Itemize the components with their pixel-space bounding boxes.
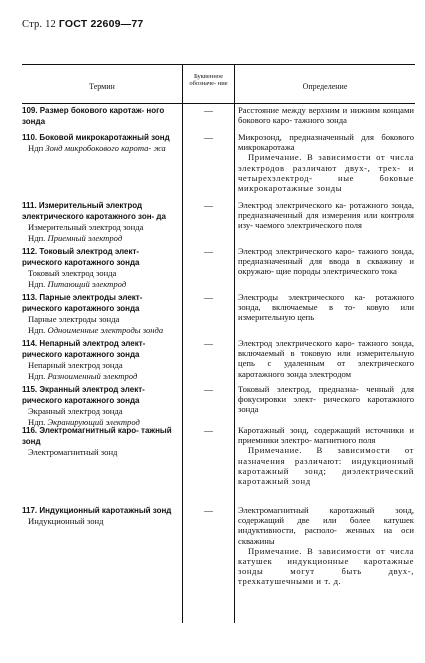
term-not-allowed <box>22 233 180 243</box>
definition-text: Каротажный зонд, содержащий источники и приемники электро- магнитного поля <box>238 425 414 446</box>
term-synonym: Индукционный зонд <box>28 516 104 527</box>
definition-text: Электрод электрического каро- тажного зонда, включаемый в токовую или измерительную цепь с удаленным от электрического каротажного зонда электродом <box>238 338 414 379</box>
column-header-definition: Определение <box>302 82 348 91</box>
ndp-text: Одноименные электроды зонда <box>47 324 164 335</box>
definition-text: Микрозонд, предназначенный для бокового микрокаротажа <box>238 132 414 153</box>
code-cell: — <box>204 339 213 349</box>
column-header-code: Буквенное обозначе- ние <box>189 73 228 87</box>
column-divider-2 <box>234 64 235 623</box>
definition-cell <box>238 105 414 125</box>
term-not-allowed <box>22 143 180 153</box>
gost-number: ГОСТ 22609—77 <box>58 18 144 30</box>
definition-cell <box>238 200 414 231</box>
code-cell: — <box>204 506 213 516</box>
ndp-text: Зонд микробокового карота- жа <box>45 143 166 154</box>
code-cell: — <box>204 426 213 436</box>
ndp-label: Ндп <box>28 143 46 154</box>
ndp-text: Разноименный электрод <box>47 370 138 381</box>
term-not-allowed <box>22 325 180 335</box>
term-synonym: Токовый электрод зонда <box>28 268 117 279</box>
term-cell <box>22 505 180 526</box>
ndp-label: Ндп. <box>28 232 48 243</box>
ndp-text: Приемный электрод <box>47 232 123 243</box>
definition-cell <box>238 132 414 193</box>
definition-text: Электрод электрического каро- тажного зонда, предназначенный для ввода в скважину и окружаю- щие породы электрического тока <box>238 246 414 277</box>
definition-note: Примечание. В зависимости от числа катушек индукционные каротажные зонды могут быть двух-, трехкатушечными и т. д. <box>238 545 414 587</box>
term-cell <box>22 200 180 243</box>
term-title: 110. Боковой микрокаротажный зонд <box>22 133 170 142</box>
term-not-allowed <box>22 279 180 289</box>
definition-cell <box>238 292 414 323</box>
term-synonym: Электромагнитный зонд <box>28 447 118 458</box>
definition-text: Электромагнитный каротажный зонд, содержащий две или более катушек индуктивности, располо- женных на оси скважины <box>238 505 414 546</box>
term-title: 113. Парные электроды элект- рического каротажного зонда <box>22 293 143 314</box>
definition-cell <box>238 384 414 415</box>
definition-text: Расстояние между верхним и нижним концами бокового каро- тажного зонда <box>238 105 414 126</box>
definition-note: Примечание. В зависимости от числа электродов различают двух-, трех- и четырехэлектрод- ные боковые микрокаротажные зонды <box>238 152 414 194</box>
ndp-label: Ндп. <box>28 416 48 427</box>
term-title: 117. Индукционный каротажный зонд <box>22 506 172 515</box>
term-cell <box>22 246 180 289</box>
code-cell: — <box>204 247 213 257</box>
definition-text: Токовый электрод, предназна- ченный для фокусировки элект- рического каротажного зонда <box>238 384 414 415</box>
code-cell: — <box>204 293 213 303</box>
term-synonym: Парные электроды зонда <box>28 314 120 325</box>
term-title: 111. Измерительный электрод электрического каротажного зон- да <box>22 201 166 222</box>
term-cell <box>22 292 180 335</box>
definition-cell <box>238 425 414 486</box>
term-synonym: Непарный электрод зонда <box>28 360 123 371</box>
code-cell: — <box>204 106 213 116</box>
code-cell: — <box>204 385 213 395</box>
code-cell: — <box>204 201 213 211</box>
ndp-label: Ндп. <box>28 324 48 335</box>
ndp-text: Питающий электрод <box>47 278 127 289</box>
ndp-label: Ндп. <box>28 370 48 381</box>
term-title: 109. Размер бокового каротаж- ного зонда <box>22 106 165 127</box>
definition-note: Примечание. В зависимости от назначения различают: индукционный каротажный зонд; диэлектрический каротажный зонд <box>238 445 414 487</box>
code-cell: — <box>204 133 213 143</box>
term-title: 112. Токовый электрод элект- рического каротажного зонда <box>22 247 140 268</box>
term-title: 116. Электромагнитный каро- тажный зонд <box>22 426 172 447</box>
term-cell <box>22 338 180 381</box>
term-cell <box>22 425 180 458</box>
definition-cell <box>238 338 414 379</box>
ndp-label: Ндп. <box>28 278 48 289</box>
term-title: 115. Экранный электрод элект- рического каротажного зонда <box>22 385 145 406</box>
table-header-rule <box>22 103 415 104</box>
term-cell <box>22 132 180 153</box>
table-top-rule <box>22 64 415 65</box>
definition-cell <box>238 246 414 277</box>
term-title: 114. Непарный электрод элект- рического каротажного зонда <box>22 339 146 360</box>
term-synonym: Экранный электрод зонда <box>28 406 123 417</box>
definition-text: Электроды электрического ка- ротажного зонда, включаемые в то- ковую или измерительную цепь <box>238 292 414 323</box>
definition-cell <box>238 505 414 587</box>
column-header-term: Термин <box>89 82 115 91</box>
term-cell <box>22 384 180 427</box>
page-number: Стр. 12 <box>22 19 56 30</box>
term-cell <box>22 105 180 127</box>
term-not-allowed <box>22 371 180 381</box>
term-synonym: Измерительный электрод зонда <box>28 222 144 233</box>
ndp-text: Экранирующий электрод <box>47 416 140 427</box>
page-header <box>22 18 143 30</box>
definition-text: Электрод электрического ка- ротажного зонда, предназначенный для измерения или контроля изу- чаемого электрического поля <box>238 200 414 231</box>
